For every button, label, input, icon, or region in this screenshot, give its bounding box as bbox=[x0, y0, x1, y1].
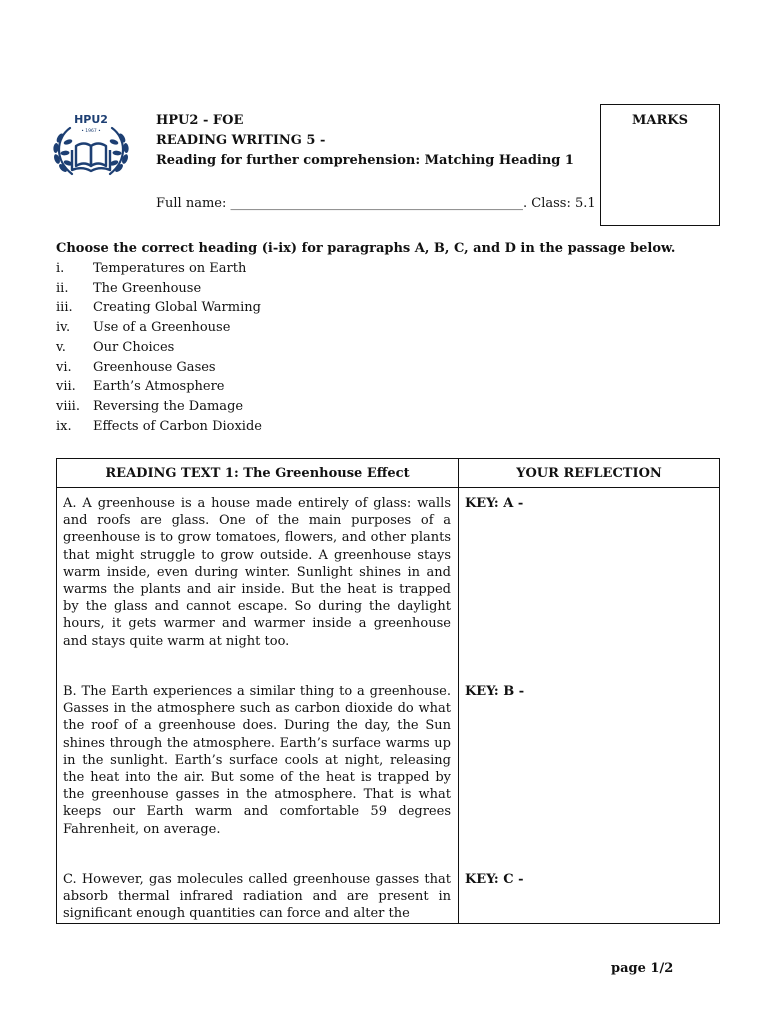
marks-box bbox=[600, 104, 720, 226]
course-title: READING WRITING 5 - bbox=[156, 133, 326, 148]
svg-text:• 1967 •: • 1967 • bbox=[81, 129, 101, 134]
heading-text: Earth’s Atmosphere bbox=[93, 379, 225, 395]
heading-text: Temperatures on Earth bbox=[93, 261, 247, 276]
heading-item bbox=[56, 259, 262, 279]
heading-text: Our Choices bbox=[93, 339, 175, 355]
heading-item bbox=[56, 338, 262, 358]
table-row bbox=[57, 488, 720, 924]
page-number: page 1/2 bbox=[611, 961, 674, 976]
reading-text-header: READING TEXT 1: The Greenhouse Effect bbox=[57, 459, 459, 488]
org-title: HPU2 - FOE bbox=[156, 113, 244, 128]
lesson-subtitle: Reading for further comprehension: Matching Heading 1 bbox=[156, 153, 574, 168]
heading-item bbox=[56, 417, 262, 437]
heading-text: Reversing the Damage bbox=[93, 398, 244, 414]
heading-number: vi. bbox=[56, 359, 72, 375]
heading-number: viii. bbox=[56, 398, 80, 414]
hpu2-logo bbox=[48, 108, 134, 186]
heading-number: iv. bbox=[56, 320, 71, 336]
heading-text: Effects of Carbon Dioxide bbox=[93, 418, 262, 434]
heading-list bbox=[56, 259, 262, 436]
table-header-row bbox=[57, 459, 720, 488]
heading-text: Use of a Greenhouse bbox=[93, 320, 231, 336]
heading-number: i. bbox=[56, 261, 65, 276]
heading-number: iii. bbox=[56, 300, 73, 316]
reading-table bbox=[56, 458, 720, 924]
instruction: Choose the correct heading (i-ix) for paragraphs A, B, C, and D in the passage below. bbox=[56, 241, 676, 256]
hpu2-crest-icon bbox=[48, 108, 134, 186]
reflection-cell[interactable] bbox=[459, 488, 720, 924]
svg-text:HPU2: HPU2 bbox=[74, 113, 108, 126]
key-a-label: KEY: A - bbox=[465, 496, 524, 511]
document-header bbox=[156, 111, 574, 171]
paragraph-a: A. A greenhouse is a house made entirely of glass: walls and roofs are glass. One of the main purposes of a greenhouse is to grow tomatoes, flowers, and other plants that might struggle to grow outside. A greenhouse stays warm inside, even during winter. Sunlight shines in and warms the plants and air inside. But the heat is trapped by the glass and cannot escape. So during the daylight hours, it gets warmer and warmer inside a greenhouse and stays quite warm at night too. bbox=[63, 496, 451, 649]
passage-cell bbox=[57, 488, 459, 924]
key-c-label: KEY: C - bbox=[465, 872, 524, 887]
heading-number: vii. bbox=[56, 379, 76, 395]
heading-item bbox=[56, 279, 262, 299]
paragraph-c: C. However, gas molecules called greenhouse gasses that absorb thermal infrared radiation and are present in significant enough quantities can force and alter the bbox=[63, 872, 451, 922]
heading-text: Creating Global Warming bbox=[93, 300, 261, 316]
heading-item bbox=[56, 318, 262, 338]
heading-text: The Greenhouse bbox=[93, 280, 202, 296]
paragraph-b: B. The Earth experiences a similar thing to a greenhouse. Gasses in the atmosphere such as carbon dioxide do what the roof of a greenhouse does. During the day, the Sun shines through the atmosphere. Earth’s surface warms up in the sunlight. Earth’s surface cools at night, releasing the heat into the air. But some of the heat is trapped by the greenhouse gasses in the atmosphere. That is what keeps our Earth warm and comfortable 59 degrees Fahrenheit, on average. bbox=[63, 684, 451, 837]
reflection-header: YOUR REFLECTION bbox=[459, 459, 720, 488]
heading-number: ii. bbox=[56, 280, 69, 296]
fullname-class-line: Full name: _____________________________________________. Class: 5.1 bbox=[156, 196, 596, 211]
marks-label: MARKS bbox=[632, 113, 688, 128]
key-b-label: KEY: B - bbox=[465, 684, 525, 699]
heading-item bbox=[56, 358, 262, 378]
heading-number: ix. bbox=[56, 418, 72, 434]
heading-number: v. bbox=[56, 339, 66, 355]
heading-item bbox=[56, 298, 262, 318]
heading-text: Greenhouse Gases bbox=[93, 359, 216, 375]
heading-item bbox=[56, 377, 262, 397]
heading-item bbox=[56, 397, 262, 417]
